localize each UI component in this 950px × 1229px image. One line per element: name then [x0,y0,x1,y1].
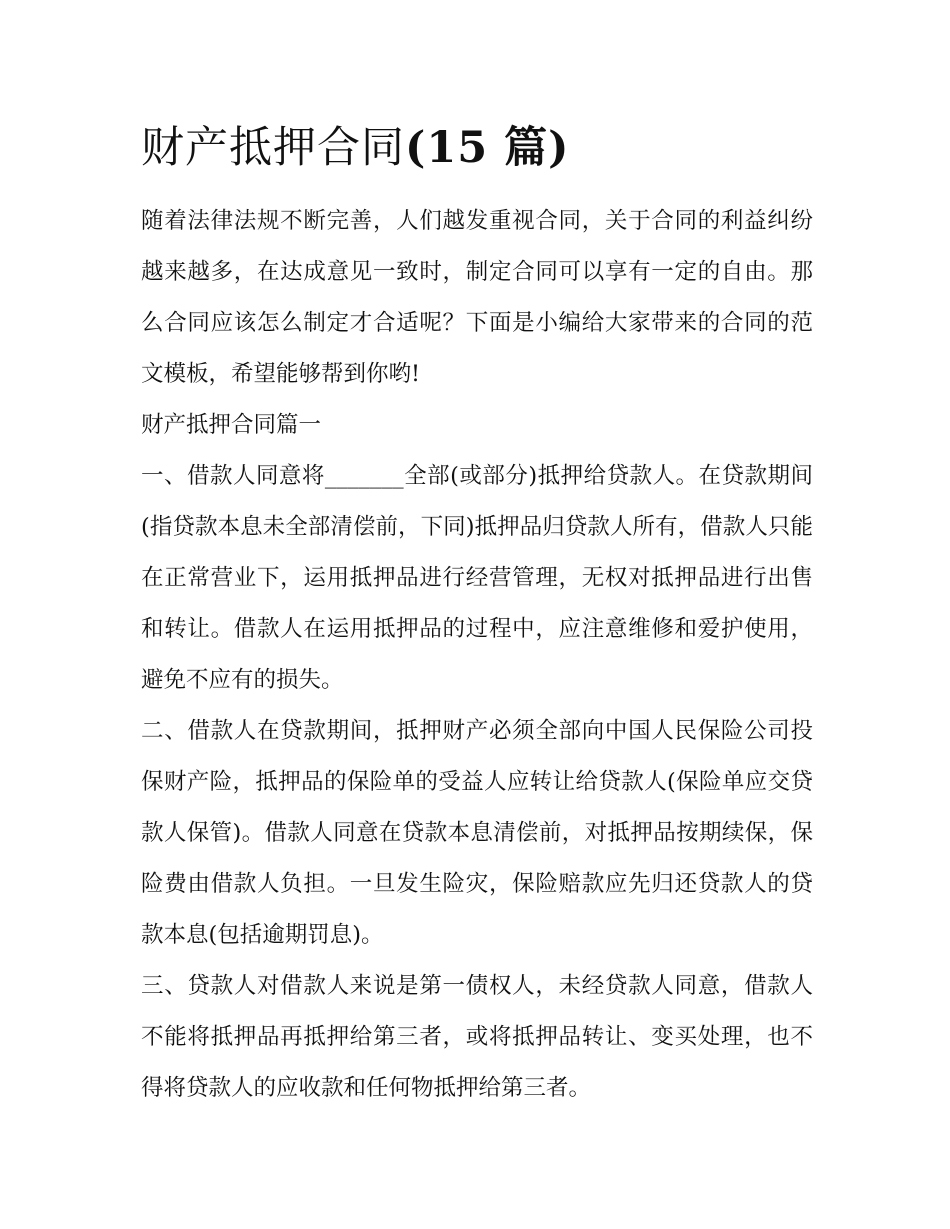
title-text: 财产抵押合同 [141,123,405,173]
clause-paragraph-2: 二、借款人在贷款期间，抵押财产必须全部向中国人民保险公司投保财产险，抵押品的保险单的受益人应转让给贷款人(保险单应交贷款人保管)。借款人同意在贷款本息清偿前，对抵押品按期续保，保险费由借款人负担。一旦发生险灾，保险赔款应先归还贷款人的贷款本息(包括逾期罚息)。 [141,718,813,948]
title-count: (15 篇) [405,123,570,173]
page-title [141,118,570,178]
section-heading: 财产抵押合同篇一 [141,412,322,438]
clause-paragraph-3: 三、贷款人对借款人来说是第一债权人，未经贷款人同意，借款人不能将抵押品再抵押给第三者，或将抵押品转让、变买处理，也不得将贷款人的应收款和任何物抵押给第三者。 [141,973,813,1101]
intro-paragraph: 随着法律法规不断完善，人们越发重视合同，关于合同的利益纠纷越来越多，在达成意见一致时，制定合同可以享有一定的自由。那么合同应该怎么制定才合适呢？下面是小编给大家带来的合同的范文模板，希望能够帮到你哟! [141,208,813,387]
clause-paragraph-1: 一、借款人同意将_______全部(或部分)抵押给贷款人。在贷款期间(指贷款本息未全部清偿前，下同)抵押品归贷款人所有，借款人只能在正常营业下，运用抵押品进行经营管理，无权对抵押品进行出售和转让。借款人在运用抵押品的过程中，应注意维修和爱护使用，避免不应有的损失。 [141,463,813,693]
document-body [141,196,813,1114]
